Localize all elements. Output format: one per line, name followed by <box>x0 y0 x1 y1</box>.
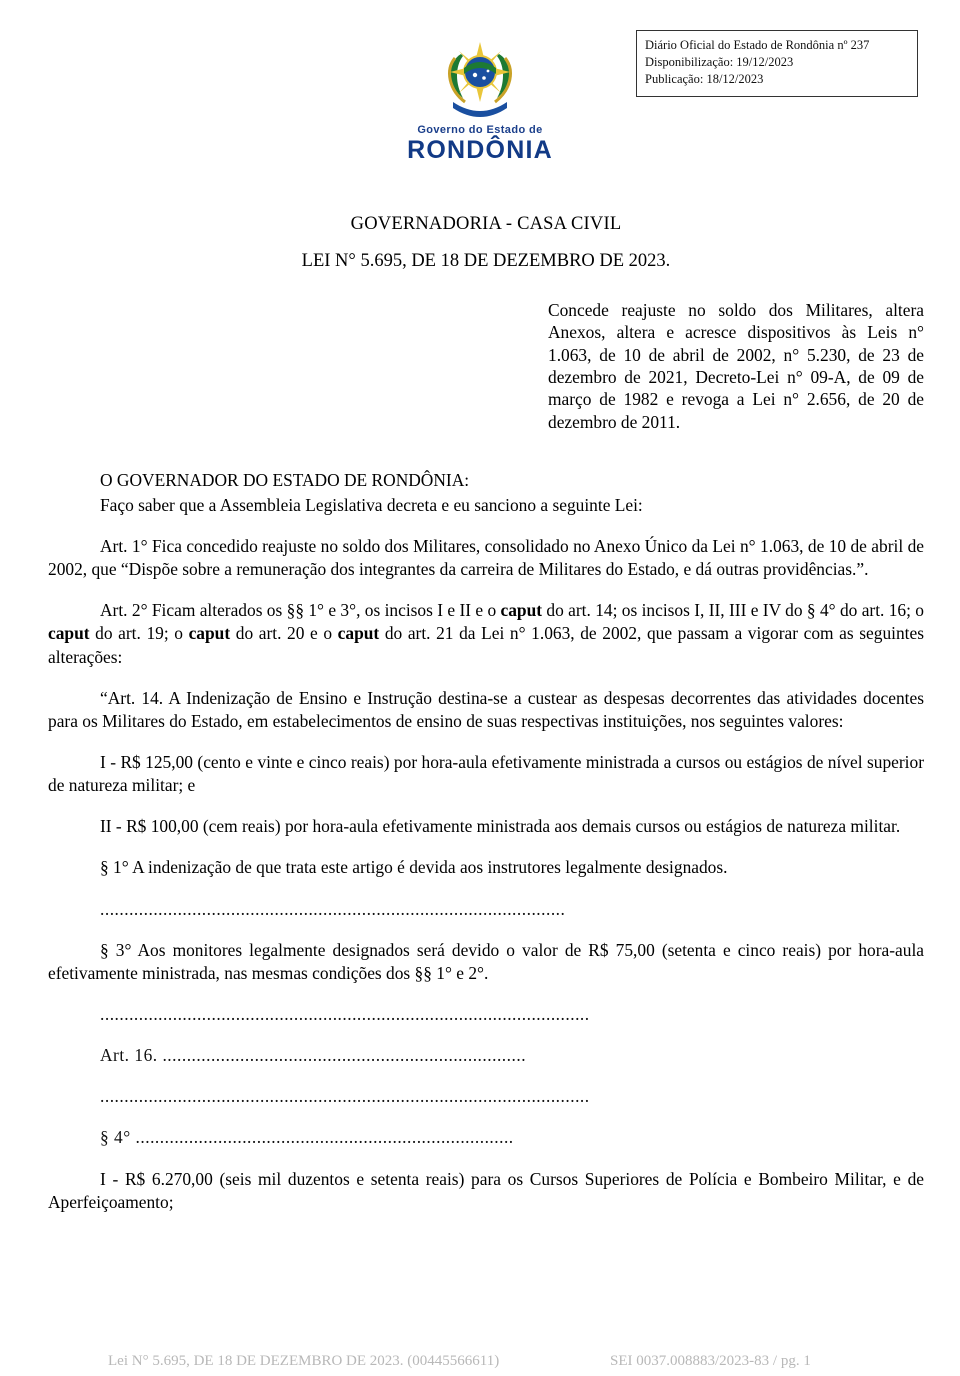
article-2-part4: do art. 20 e o <box>230 623 338 644</box>
brand-subtitle: Governo do Estado de <box>417 124 543 136</box>
article-1: Art. 1° Fica concedido reajuste no soldo dos Militares, consolidado no Anexo Único da Lei n° 1.063, de 10 de abril de 2002, que “Dispõe sobre a remuneração dos integrantes da carreira de Militares do Estado, e dá outras providências.”. <box>48 536 924 580</box>
article-16-paragraph-4: § 4° .............................................................................. <box>100 1127 514 1148</box>
sanction-line: Faço saber que a Assembleia Legislativa decreta e eu sanciono a seguinte Lei: <box>100 494 643 515</box>
document-body <box>48 212 924 1232</box>
article-14-item-i: I - R$ 125,00 (cento e vinte e cinco reais) por hora-aula efetivamente ministrada a cursos ou estágios de nível superior de natureza militar; e <box>48 752 924 796</box>
article-2-caput-4: caput <box>337 623 380 644</box>
article-2-part1: Art. 2° Ficam alterados os §§ 1° e 3°, os incisos I e II e o <box>100 600 501 621</box>
document-header <box>0 0 960 200</box>
issuing-organ: GOVERNADORIA - CASA CIVIL <box>350 214 622 234</box>
gazette-number: Diário Oficial do Estado de Rondônia nº 237 <box>645 38 870 52</box>
article-14: “Art. 14. A Indenização de Ensino e Instrução destina-se a custear as despesas decorrentes das atividades docentes para os Militares do Estado, em estabelecimentos de ensino de suas respectivas instituições, nos seguintes valores: <box>48 687 924 731</box>
gazette-publication-date: Publicação: 18/12/2023 <box>645 71 764 86</box>
state-brand <box>0 28 960 163</box>
omission-dots-3: ..................................................................................................... <box>100 1086 590 1107</box>
law-summary: Concede reajuste no soldo dos Militares, altera Anexos, altera e acresce dispositivos às Leis n° 1.063, de 10 de abril de 2002, n° 5.230, de 23 de dezembro de 2021, Decreto-Lei n° 09-A, de 09 de março de 1982 e revoga a Lei n° 2.656, de 20 de dezembro de 2011. <box>548 300 924 432</box>
omission-dots-1: ................................................................................................ <box>100 898 566 919</box>
article-14-item-ii: II - R$ 100,00 (cem reais) por hora-aula efetivamente ministrada aos demais cursos ou estágios de natureza militar. <box>100 816 901 837</box>
omission-dots-2: ..................................................................................................... <box>100 1004 590 1025</box>
article-2-caput-2: caput <box>48 623 90 644</box>
article-2-part3: do art. 19; o <box>89 623 189 644</box>
article-2-caput-3: caput <box>188 623 231 644</box>
article-14-paragraph-1: § 1° A indenização de que trata este artigo é devida aos instrutores legalmente designados. <box>100 857 728 878</box>
footer-document-reference: Lei N° 5.695, DE 18 DE DEZEMBRO DE 2023. (00445566611) <box>108 1353 500 1369</box>
brand-title: RONDÔNIA <box>407 136 553 164</box>
article-2-part2: do art. 14; os incisos I, II, III e IV do § 4° do art. 16; o <box>542 600 924 621</box>
gazette-availability-date: Disponibilização: 19/12/2023 <box>645 54 794 69</box>
governor-line: O GOVERNADOR DO ESTADO DE RONDÔNIA: <box>100 469 470 490</box>
footer-sei-reference: SEI 0037.008883/2023-83 / pg. 1 <box>610 1353 811 1369</box>
article-16: Art. 16. ........................................................................... <box>100 1045 527 1066</box>
coat-of-arms-icon <box>441 28 519 120</box>
article-2-caput-1: caput <box>500 600 543 621</box>
article-14-paragraph-3: § 3° Aos monitores legalmente designados será devido o valor de R$ 75,00 (setenta e cinco reais) por hora-aula efetivamente ministrada, nas mesmas condições dos §§ 1° e 2°. <box>48 939 924 983</box>
article-16-item-i: I - R$ 6.270,00 (seis mil duzentos e setenta reais) para os Cursos Superiores de Polícia e Bombeiro Militar, e de Aperfeiçoamento; <box>48 1168 924 1212</box>
law-title: LEI N° 5.695, DE 18 DE DEZEMBRO DE 2023. <box>301 250 671 271</box>
article-2-part5: do art. 21 da Lei n° 1.063, de 2002, que passam a vigorar com as seguintes alterações: <box>48 623 924 667</box>
article-2 <box>48 599 924 668</box>
